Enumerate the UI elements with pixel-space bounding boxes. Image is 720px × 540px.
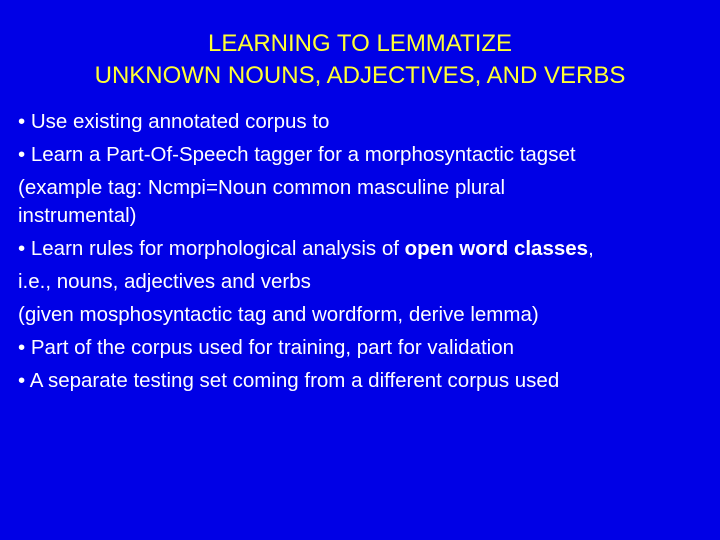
rules-suffix: , — [588, 237, 594, 260]
example-tag-continuation: instrumental) — [18, 204, 137, 227]
derive-lemma-line: (given mosphosyntactic tag and wordform, derive lemma) — [18, 303, 539, 326]
slide-body — [18, 108, 708, 395]
slide-title — [0, 28, 720, 92]
title-line-1: LEARNING TO LEMMATIZE — [207, 30, 513, 57]
bullet-morphological-rules — [18, 235, 708, 263]
word-classes-line: i.e., nouns, adjectives and verbs — [18, 270, 311, 293]
bullet-annotated-corpus: • Use existing annotated corpus to — [18, 110, 330, 133]
title-line-2: UNKNOWN NOUNS, ADJECTIVES, AND VERBS — [94, 62, 626, 89]
bullet-testing-set: • A separate testing set coming from a different corpus used — [18, 369, 560, 392]
rules-emphasis: open word classes — [404, 237, 589, 260]
bullet-training-validation: • Part of the corpus used for training, part for validation — [18, 336, 515, 359]
rules-prefix: • Learn rules for morphological analysis of — [18, 237, 405, 260]
bullet-pos-tagger: • Learn a Part-Of-Speech tagger for a morphosyntactic tagset — [18, 143, 576, 166]
example-tag-line: (example tag: Ncmpi=Noun common masculine plural — [18, 176, 506, 199]
